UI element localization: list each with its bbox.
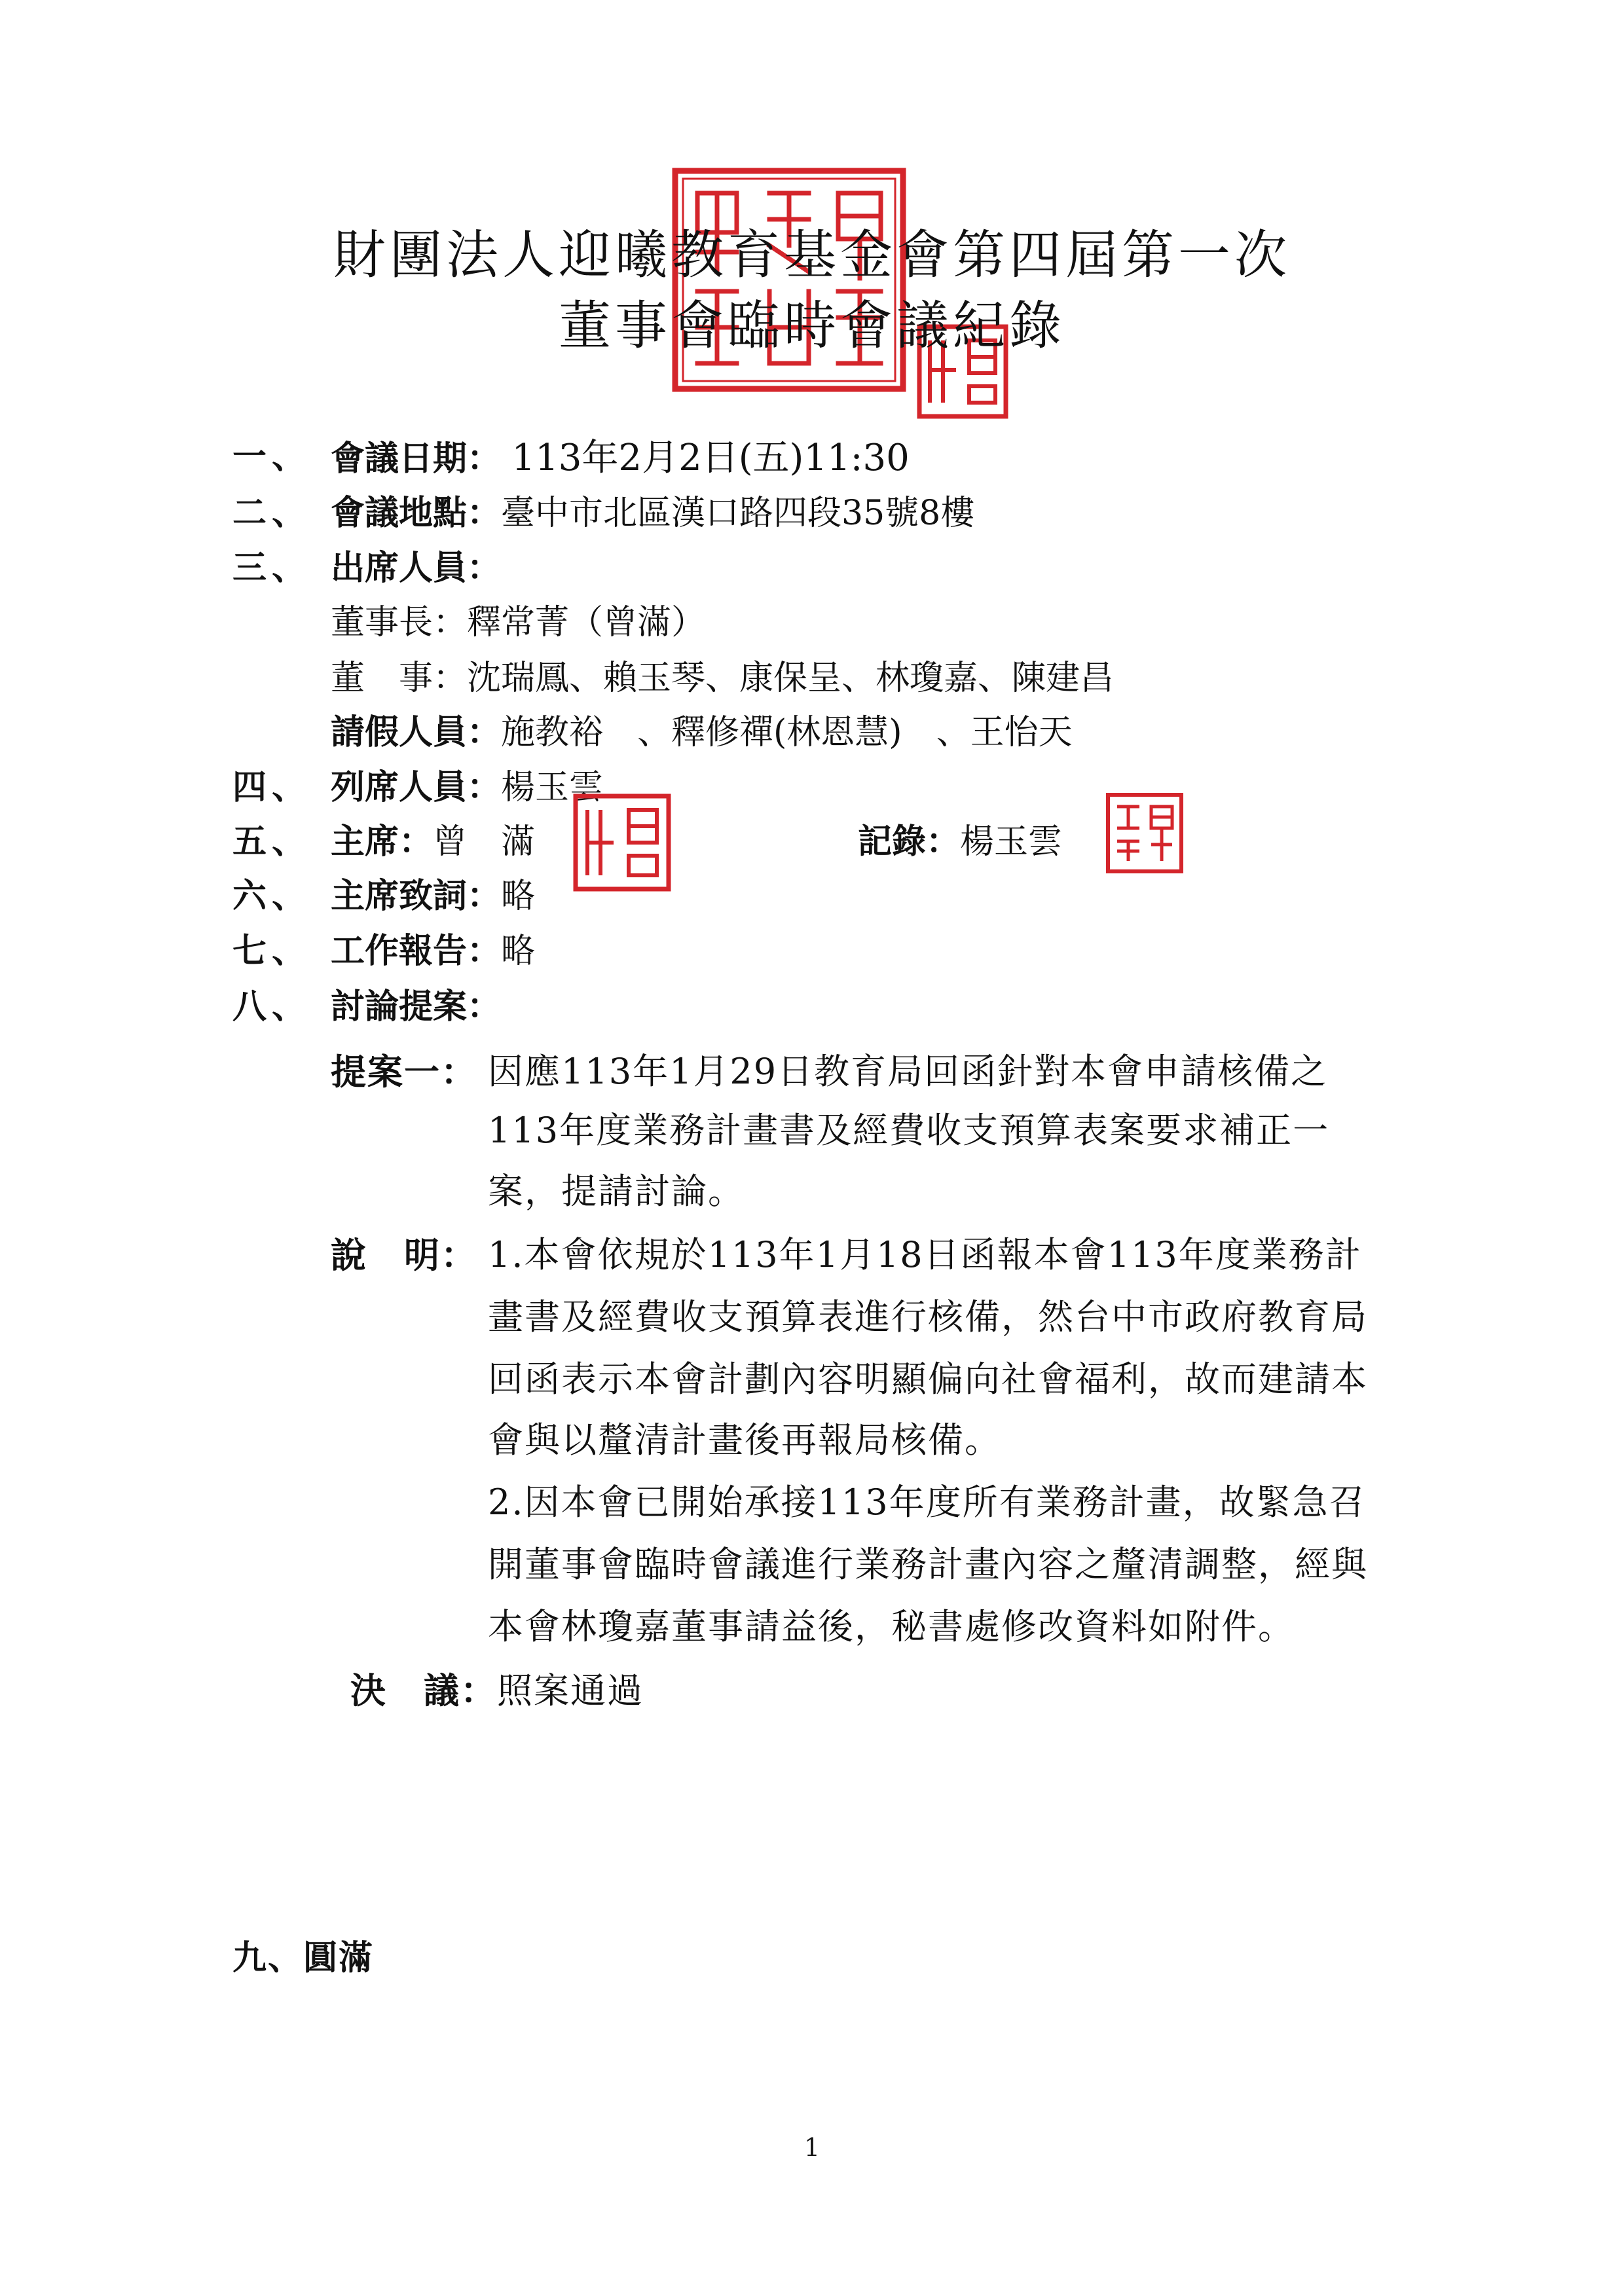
discussion-label: 討論提案： xyxy=(331,987,502,1027)
explanation-line4: 會與以釐清計畫後再報局核備。 xyxy=(488,1419,1001,1461)
chair-label: 主席： xyxy=(331,822,434,862)
explanation-label: 說 明： xyxy=(331,1234,477,1276)
document-title-line2: 董事會臨時會議紀錄 xyxy=(559,295,1065,356)
item-number: 四、 xyxy=(232,767,312,807)
work-report-value: 略 xyxy=(501,932,536,971)
explanation-line6: 開董事會臨時會議進行業務計畫內容之釐清調整，經與 xyxy=(488,1544,1368,1585)
observers-value: 楊玉雲 xyxy=(501,768,604,807)
recorder-seal xyxy=(1105,792,1184,874)
chair-speech-value: 略 xyxy=(501,877,536,916)
item-number: 二、 xyxy=(232,493,312,533)
resolution-label: 決 議： xyxy=(350,1669,497,1711)
directors-line: 董 事：沈瑞鳳、賴玉琴、康保呈、林瓊嘉、陳建昌 xyxy=(331,659,1115,698)
attendees-label: 出席人員： xyxy=(331,548,502,588)
recorder-label: 記錄： xyxy=(858,822,961,862)
work-report-label: 工作報告： xyxy=(331,931,502,971)
chair-value: 曾 滿 xyxy=(433,822,536,862)
proposal-line3: 案，提請討論。 xyxy=(488,1171,745,1212)
meeting-date-label: 會議日期： xyxy=(331,439,502,479)
meeting-location-label: 會議地點： xyxy=(331,493,502,533)
chair-seal xyxy=(573,793,671,892)
page-number: 1 xyxy=(803,2133,821,2162)
resolution-value: 照案通過 xyxy=(497,1670,644,1711)
closing-line: 九、圓滿 xyxy=(232,1938,375,1978)
meeting-location-value: 臺中市北區漢口路四段35號8樓 xyxy=(501,494,975,533)
observers-label: 列席人員： xyxy=(331,767,502,807)
item-number: 八、 xyxy=(232,987,312,1027)
leave-value: 施教裕 、釋修禪(林恩慧) 、王怡天 xyxy=(501,713,1073,752)
proposal-line2: 113年度業務計畫書及經費收支預算表案要求補正一 xyxy=(488,1110,1330,1151)
item-number: 一、 xyxy=(232,437,312,477)
chairman-line: 董事長：釋常菁（曾滿） xyxy=(331,603,706,642)
item-number: 六、 xyxy=(232,876,312,916)
leave-label: 請假人員： xyxy=(331,712,502,752)
document-title-line1: 財團法人迎曦教育基金會第四屆第一次 xyxy=(333,225,1291,285)
explanation-line3: 回函表示本會計劃內容明顯偏向社會福利，故而建請本 xyxy=(488,1358,1368,1400)
explanation-line7: 本會林瓊嘉董事請益後，秘書處修改資料如附件。 xyxy=(488,1606,1295,1647)
item-number: 五、 xyxy=(232,822,312,862)
resolution-line xyxy=(350,1669,644,1711)
explanation-line1: 1.本會依規於113年1月18日函報本會113年度業務計 xyxy=(488,1234,1362,1275)
item-number: 七、 xyxy=(232,931,312,971)
leave-line xyxy=(331,712,1073,752)
meeting-date-value: 113年2月2日(五)11:30 xyxy=(511,437,910,479)
explanation-line2: 畫書及經費收支預算表進行核備，然台中市政府教育局 xyxy=(488,1296,1368,1338)
proposal-label: 提案一： xyxy=(331,1051,477,1093)
item-number: 三、 xyxy=(232,548,312,588)
chair-speech-label: 主席致詞： xyxy=(331,876,502,916)
proposal-line1: 因應113年1月29日教育局回函針對本會申請核備之 xyxy=(488,1051,1328,1092)
explanation-line5: 2.因本會已開始承接113年度所有業務計畫，故緊急召 xyxy=(488,1482,1366,1523)
recorder-value: 楊玉雲 xyxy=(960,822,1063,862)
